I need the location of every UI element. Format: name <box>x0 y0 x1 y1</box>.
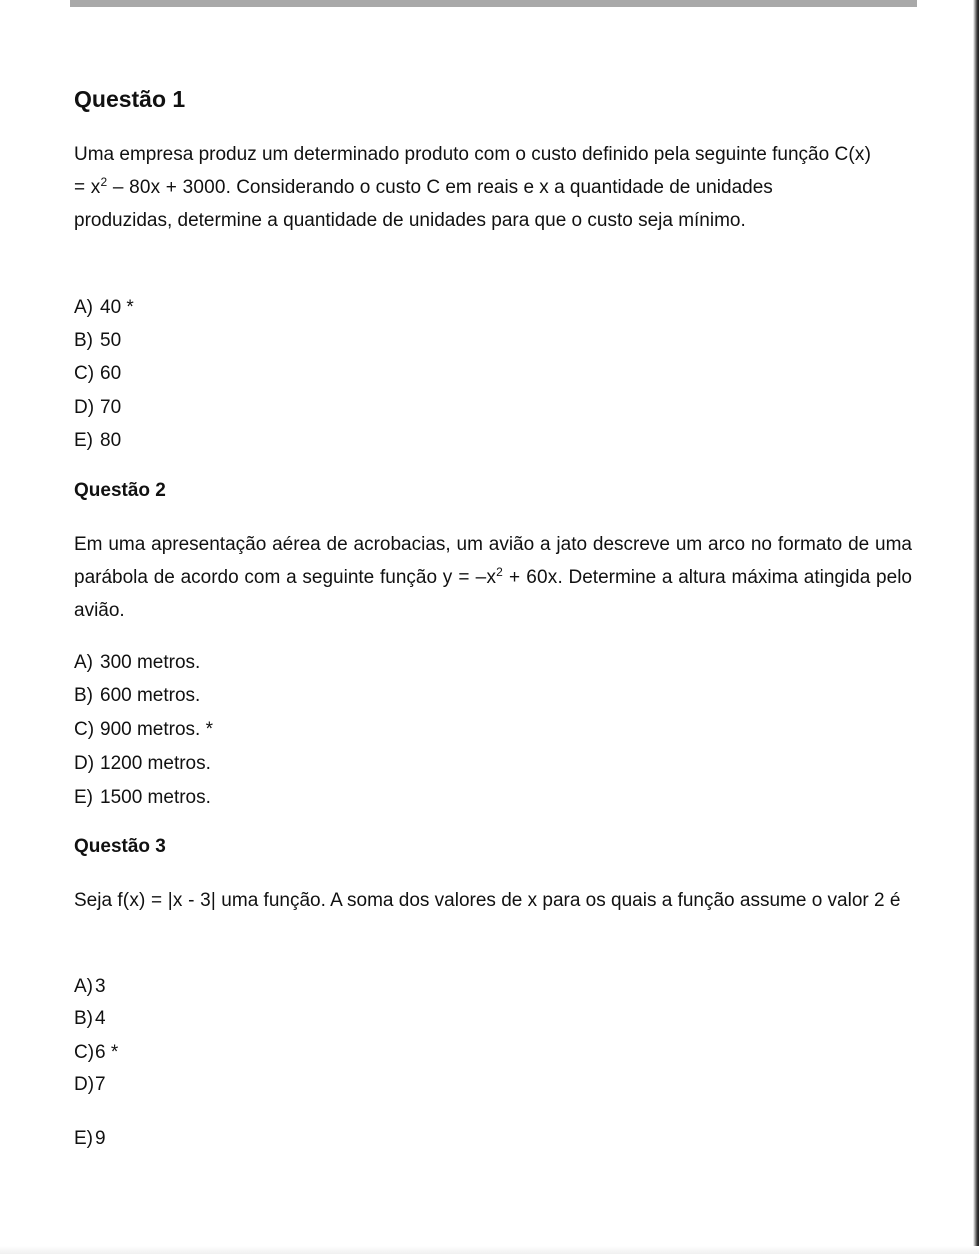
question-3-option-e <box>74 1127 106 1151</box>
question-2-option-a <box>74 651 200 675</box>
option-letter: E) <box>74 1128 93 1149</box>
question-2-title: Questão 2 <box>74 480 166 501</box>
equation-lhs: y = –x <box>442 567 497 588</box>
option-letter: A) <box>74 976 93 997</box>
question-1-statement <box>74 138 874 237</box>
equation-rhs: – 80x + 3000 <box>107 177 226 198</box>
option-letter: E) <box>74 430 93 451</box>
question-3-statement <box>74 884 912 917</box>
option-text: 3 <box>95 976 106 997</box>
question-3-title: Questão 3 <box>74 836 166 857</box>
page-bottom-shadow <box>0 1246 979 1254</box>
option-text: 60 <box>100 363 122 384</box>
option-text: 1200 metros. <box>100 753 211 774</box>
option-letter: B) <box>74 330 93 351</box>
exponent: 2 <box>496 565 504 579</box>
question-1-option-a <box>74 296 134 320</box>
option-letter: A) <box>74 297 93 318</box>
option-text: 80 <box>100 430 122 451</box>
option-text: 40 * <box>100 297 134 318</box>
question-2-statement <box>74 528 912 627</box>
option-text: 4 <box>95 1008 106 1029</box>
option-letter: A) <box>74 652 93 673</box>
statement-text: uma função. A soma dos valores de x para os quais a função assume o valor 2 é <box>216 890 901 911</box>
option-letter: D) <box>74 397 95 418</box>
option-letter: C) <box>74 363 95 384</box>
question-1-option-e <box>74 429 121 453</box>
question-3-option-d <box>74 1073 106 1097</box>
option-text: 70 <box>100 397 122 418</box>
option-letter: D) <box>74 1074 95 1095</box>
question-2-option-d <box>74 752 211 776</box>
option-letter: C) <box>74 719 95 740</box>
equation-rhs: + 60x <box>503 567 558 588</box>
option-text: 6 * <box>95 1042 119 1063</box>
exponent: 2 <box>100 175 108 189</box>
option-letter: D) <box>74 753 95 774</box>
option-text: 7 <box>95 1074 106 1095</box>
page-edge-shadow <box>973 0 979 1254</box>
statement-text: Uma empresa produz um determinado produto com o custo definido pela seguinte função <box>74 144 835 165</box>
statement-text: . Determine a altura máxima atingida pelo avião. <box>74 567 912 621</box>
option-letter: B) <box>74 685 93 706</box>
question-3-option-b <box>74 1007 106 1031</box>
option-text: 600 metros. <box>100 685 201 706</box>
question-2-option-b <box>74 684 200 708</box>
option-text: 1500 metros. <box>100 787 211 808</box>
statement-text: . Considerando o custo C em reais e x a quantidade de unidades produzidas, determine a quantidade de unidades para que o custo seja mínimo. <box>74 177 773 231</box>
question-1-option-b <box>74 329 121 353</box>
question-1-title: Questão 1 <box>74 86 186 112</box>
option-letter: B) <box>74 1008 93 1029</box>
question-3-option-a <box>74 975 106 999</box>
question-2-option-e <box>74 786 211 810</box>
question-2-option-c <box>74 718 213 742</box>
option-text: 300 metros. <box>100 652 201 673</box>
option-letter: E) <box>74 787 93 808</box>
option-text: 9 <box>95 1128 106 1149</box>
statement-text: Seja <box>74 890 118 911</box>
option-text: 50 <box>100 330 122 351</box>
question-1-option-d <box>74 396 121 420</box>
option-text: 900 metros. * <box>100 719 213 740</box>
equation-lhs: C(x) = x <box>74 144 872 198</box>
statement-text: Em uma apresentação aérea de acrobacias, um avião a jato descreve um arco no formato de uma parábola de acordo com a seguinte função <box>74 534 912 588</box>
option-letter: C) <box>74 1042 95 1063</box>
top-gray-bar <box>70 0 917 7</box>
question-3-option-c <box>74 1041 118 1065</box>
equation <box>443 567 558 588</box>
question-1-option-c <box>74 362 121 386</box>
equation: f(x) = |x - 3| <box>117 890 217 911</box>
